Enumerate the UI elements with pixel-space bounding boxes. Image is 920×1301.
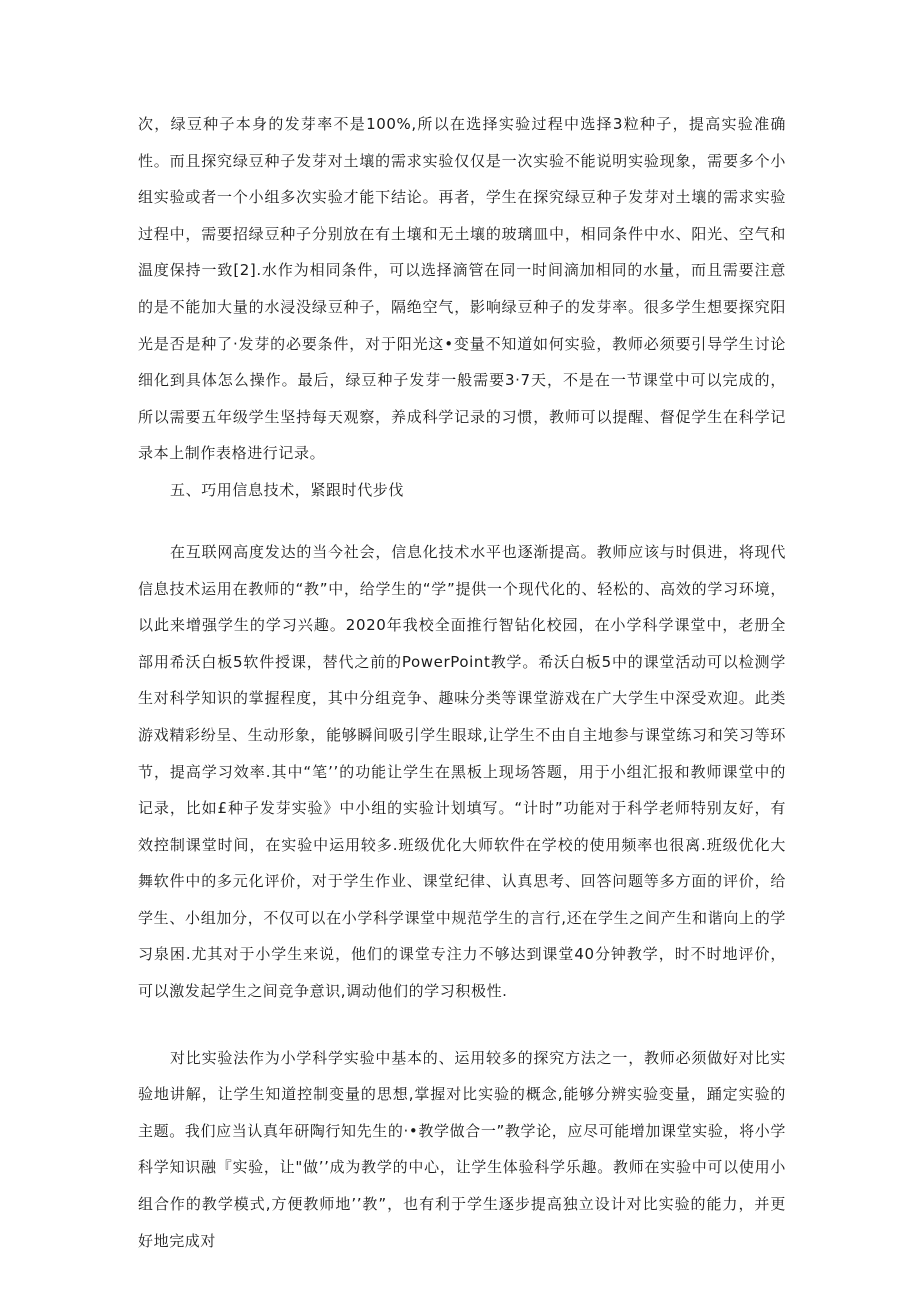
paragraph-information-technology: 在互联网高度发达的当今社会，信息化技术水平也逐渐提高。教师应该与时俱进，将现代信息技术运用在教师的“教”中，给学生的“学”提供一个现代化的、轻松的、高效的学习环境，以此来增强学生的学习兴趣。2020年我校全面推行智钻化校园，在小学科学课堂中，老册全部用希沃白板5软件授课，替代之前的PowerPoint教学。希沃白板5中的课堂活动可以检测学生对科学知识的掌握程度，其中分组竞争、趣味分类等课堂游戏在广大学生中深受欢迎。此类游戏精彩纷呈、生动形象，能够瞬间吸引学生眼球,让学生不由自主地参与课堂练习和笑习等环节，提高学习效率.其中“笔’’的功能让学生在黑板上现场答题，用于小组汇报和教师课堂中的记录，比如£种子发芽实验》中小组的实验计划填写。“计时”功能对于科学老师特别友好，有效控制课堂时间，在实验中运用较多.班级优化大师软件在学校的使用频率也很离.班级优化大舞软件中的多元化评价，对于学生作业、课堂纪律、认真思考、回答问题等多方面的评价，给学生、小组加分，不仅可以在小学科学课堂中规范学生的言行,还在学生之间产生和谐向上的学习泉困.尤其对于小学生来说，他们的课堂专注力不够达到课堂40分钟教学，时不时地评价，可以激发起学生之间竞争意识,调动他们的学习积极性. bbox=[138, 542, 786, 1001]
document-body bbox=[138, 106, 786, 1259]
paragraph-seed-germination-experiment: 次，绿豆种子本身的发芽率不是100%,所以在选择实验过程中选择3粒种子，提高实验准确性。而且探究绿豆种子发芽对土壤的需求实验仅仅是一次实验不能说明实验现象，需要多个小组实验或者一个小组多次实验才能下结论。再者，学生在探究绿豆种子发芽对土壤的需求实验过程中，需要招绿豆种子分别放在有土壤和无土壤的玻璃皿中，相同条件中水、阳光、空气和温度保持一致[2].水作为相同条件，可以选择滴管在同一时间滴加相同的水量，而且需要注意的是不能加大量的水浸没绿豆种子，隔绝空气，影响绿豆种子的发芽率。很多学生想要探究阳光是否是种了·发芽的必要条件，对于阳光这•变量不知道如何实验，教师必须要引导学生讨论细化到具体怎么操作。最后，绿豆种子发芽一般需要3·7天，不是在一节课堂中可以完成的，所以需要五年级学生坚持每天观察，养成科学记录的习惯，教师可以提醒、督促学生在科学记录本上制作表格进行记录。 bbox=[138, 115, 786, 463]
paragraph-contrast-experiment: 对比实验法作为小学科学实验中基本的、运用较多的探究方法之一，教师必须做好对比实验地讲解，让学生知道控制变量的思想,掌握对比实验的概念,能够分辨实验变量，踊定实验的主题。我们应当认真年研陶行知先生的·•教学做合一”教学论，应尽可能增加课堂实验，将小学科学知识融『实验，让"做’’成为教学的中心，让学生体验科学乐趣。教师在实验中可以使用小组合作的教学模式,方便教师地’’教”，也有利于学生逐步提高独立设计对比实验的能力，并更好地完成对 bbox=[138, 1048, 786, 1250]
section-heading-information-technology: 五、巧用信息技术，紧跟时代步伐 bbox=[170, 480, 405, 499]
